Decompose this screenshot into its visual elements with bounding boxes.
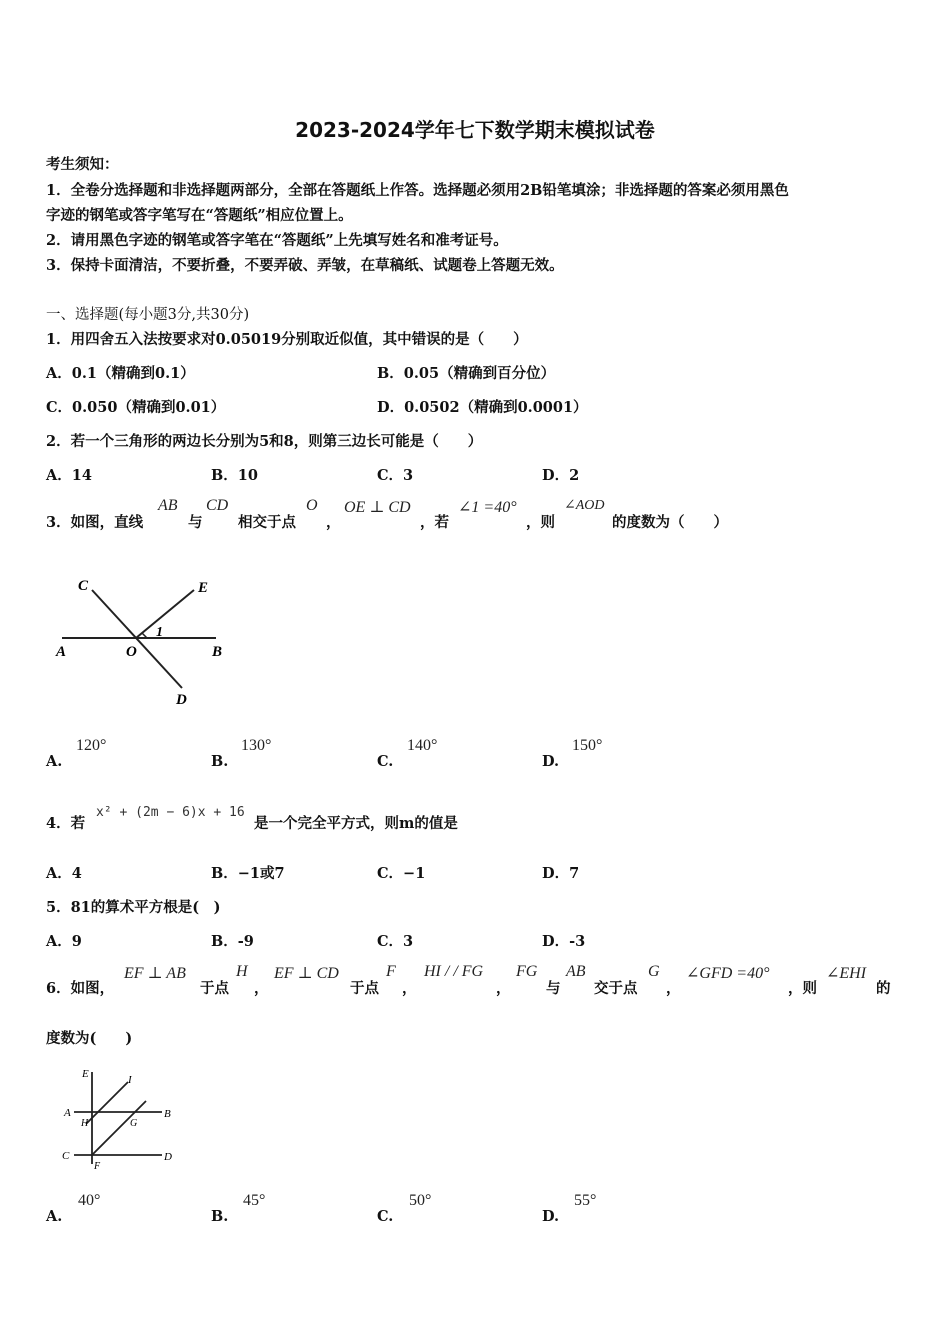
label-o: O (126, 644, 137, 660)
q6-math-gfd: ∠GFD =40° (686, 965, 770, 982)
ray-oe (136, 590, 194, 638)
q6-option-d-value: 55° (574, 1192, 597, 1209)
q4-expression: x² + (2m − 6)x + 16 (96, 805, 245, 820)
q5-stem: 5．81的算术平方根是( ) (46, 899, 221, 916)
q6-text-3: ， (254, 980, 269, 997)
q1-option-a: A．0.1（精确到0.1） (46, 365, 195, 382)
label-b: B (164, 1108, 171, 1120)
label-e: E (198, 580, 209, 596)
q6-option-b-value: 45° (243, 1192, 266, 1209)
q6-option-a-letter: A. (46, 1208, 63, 1225)
q3-math-perp: OE ⊥ CD (344, 499, 411, 516)
q3-option-c-value: 140° (407, 737, 438, 754)
q6-figure (56, 1064, 186, 1174)
q6-math-ab: AB (566, 963, 586, 980)
q6-math-ehi: ∠EHI (826, 965, 867, 982)
q4-text-1: 4．若 (46, 815, 86, 832)
label-i: I (128, 1074, 132, 1086)
label-g: G (130, 1118, 138, 1129)
q4-option-c: C．−1 (377, 865, 426, 882)
q5-option-d: D．-3 (542, 933, 586, 950)
label-c: C (78, 578, 89, 594)
label-angle-1: 1 (156, 625, 163, 640)
q3-math-angle1: ∠1 =40° (458, 499, 517, 516)
label-d: D (164, 1151, 172, 1163)
q6-text-8: 交于点 (594, 980, 638, 997)
q3-text-2: 与 (188, 514, 203, 531)
notice-line-1a: 1．全卷分选择题和非选择题两部分，全部在答题纸上作答。选择题必须用2B铅笔填涂；非选择题的答案必须用黑色 (46, 182, 789, 199)
q1-stem: 1．用四舍五入法按要求对0.05019分别取近似值，其中错误的是（ ） (46, 331, 528, 348)
q1-option-c: C．0.050（精确到0.01） (46, 399, 226, 416)
label-f: F (94, 1161, 101, 1172)
q6-math-ef-ab: EF ⊥ AB (124, 965, 186, 982)
label-a: A (64, 1107, 71, 1119)
label-c: C (62, 1150, 70, 1162)
q3-math-cd: CD (206, 497, 229, 514)
q3-option-b-letter: B. (211, 753, 229, 770)
label-e: E (82, 1068, 89, 1080)
label-a: A (56, 644, 67, 660)
q6-math-h: H (236, 963, 248, 980)
q2-stem: 2．若一个三角形的两边长分别为5和8，则第三边长可能是（ ） (46, 433, 483, 450)
section-heading: 一、选择题(每小题3分,共30分) (46, 307, 250, 323)
notice-line-2: 2．请用黑色字迹的钢笔或答字笔在“答题纸”上先填写姓名和准考证号。 (46, 232, 508, 249)
q6-math-ef-cd: EF ⊥ CD (274, 965, 339, 982)
q6-text-2: 于点 (200, 980, 229, 997)
q3-option-a-letter: A. (46, 753, 63, 770)
q3-text-6: ，则 (526, 514, 555, 531)
q6-option-b-letter: B. (211, 1208, 229, 1225)
q3-text-7: 的度数为（ ） (612, 514, 728, 531)
q3-text-3: 相交于点 (238, 514, 296, 531)
q6-text-1: 6．如图， (46, 980, 115, 997)
q3-option-a-value: 120° (76, 737, 107, 754)
q4-option-a: A．4 (46, 865, 82, 882)
q3-option-b-value: 130° (241, 737, 272, 754)
q6-math-fg: FG (516, 963, 538, 980)
q2-option-b: B．10 (211, 467, 258, 484)
notice-line-1b: 字迹的钢笔或答字笔写在“答题纸”相应位置上。 (46, 207, 353, 224)
q2-option-c: C．3 (377, 467, 414, 484)
label-b: B (212, 644, 223, 660)
q6-text-6: ， (496, 980, 511, 997)
notice-heading: 考生须知： (46, 156, 119, 173)
q6-option-c-value: 50° (409, 1192, 432, 1209)
q3-text-4: ， (326, 514, 341, 531)
q5-option-b: B．-9 (211, 933, 254, 950)
q6-option-c-letter: C. (377, 1208, 394, 1225)
q4-text-2: 是一个完全平方式，则m的值是 (254, 815, 458, 832)
label-d: D (176, 692, 187, 708)
q3-option-c-letter: C. (377, 753, 394, 770)
q3-figure (44, 570, 244, 712)
q4-option-b: B．−1或7 (211, 865, 285, 882)
q3-text-1: 3．如图，直线 (46, 514, 144, 531)
q6-text-10: ，则 (788, 980, 817, 997)
q3-option-d-letter: D. (542, 753, 560, 770)
label-h: H (81, 1118, 89, 1129)
q3-math-aod: ∠AOD (564, 498, 605, 513)
q3-math-ab: AB (158, 497, 178, 514)
q1-option-d: D．0.0502（精确到0.0001） (377, 399, 588, 416)
q6-text-7: 与 (546, 980, 561, 997)
notice-line-3: 3．保持卡面清洁，不要折叠，不要弄破、弄皱，在草稿纸、试题卷上答题无效。 (46, 257, 564, 274)
q6-text-9: ， (666, 980, 681, 997)
q5-option-a: A．9 (46, 933, 82, 950)
q4-option-d: D．7 (542, 865, 580, 882)
q6-math-parallel: HI / / FG (424, 963, 484, 980)
page-title: 2023-2024学年七下数学期末模拟试卷 (295, 118, 655, 142)
q6-option-d-letter: D. (542, 1208, 560, 1225)
q3-text-5: ，若 (420, 514, 449, 531)
q6-math-g: G (648, 963, 660, 980)
q6-text-11: 的 (876, 980, 891, 997)
q6-text-5: ， (402, 980, 417, 997)
q6-text-4: 于点 (350, 980, 379, 997)
q3-option-d-value: 150° (572, 737, 603, 754)
q2-option-a: A．14 (46, 467, 92, 484)
q6-math-f: F (386, 963, 396, 980)
q1-option-b: B．0.05（精确到百分位） (377, 365, 556, 382)
q6-option-a-value: 40° (78, 1192, 101, 1209)
q3-math-o: O (306, 497, 318, 514)
q5-option-c: C．3 (377, 933, 414, 950)
q6-text-line2: 度数为( ) (46, 1030, 133, 1047)
q2-option-d: D．2 (542, 467, 580, 484)
